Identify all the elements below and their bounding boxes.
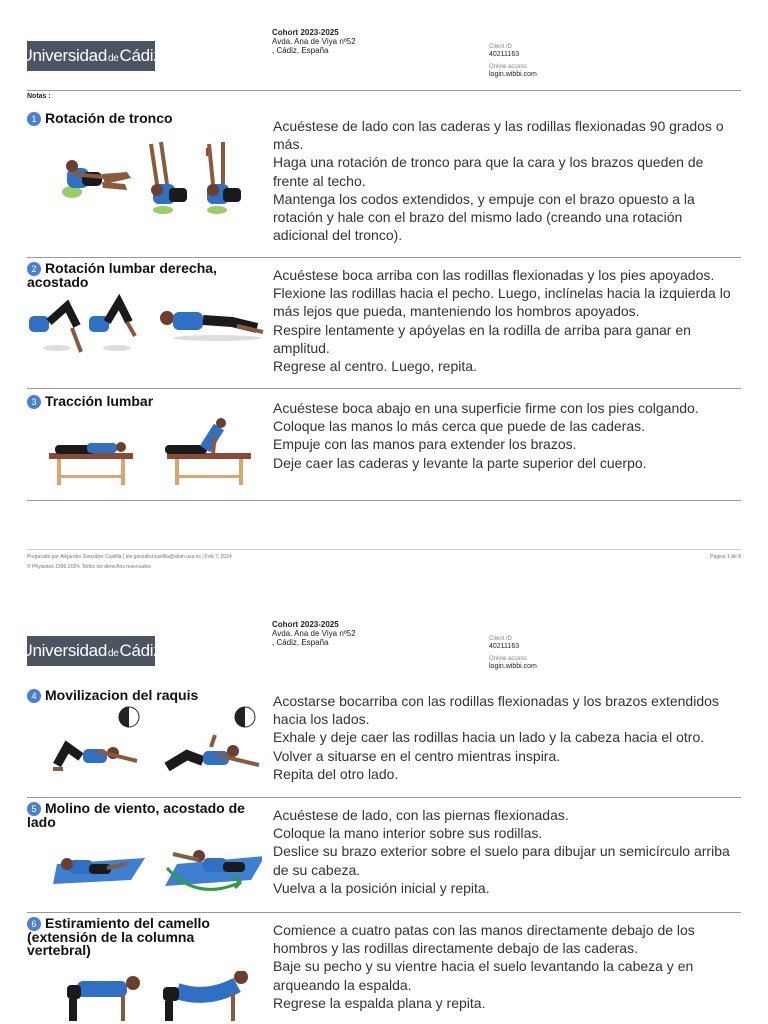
exercise-title: 6 Estiramiento del camello (extensión de la columna vertebral)	[27, 915, 210, 958]
exercise-title: 1 Rotación de tronco	[27, 112, 257, 126]
exercise-number-badge: 1	[27, 112, 41, 126]
exercise-description: Comience a cuatro patas con las manos directamente debajo de los hombros y las rodillas directamente debajo de las caderas. Baje su pecho y su vientre hacia el suelo levantando la cabeza y en arqueando la espalda. Regrese la espalda plana y repita.	[273, 922, 695, 1011]
exercise-title: 2 Rotación lumbar derecha, acostado	[27, 260, 217, 290]
divider-2	[27, 388, 741, 389]
exercise-2	[27, 262, 741, 382]
figure-rotation-2	[207, 142, 241, 214]
exercise-title: 4 Movilizacion del raquis	[27, 689, 257, 703]
client-info: Client ID 40211163 Online access login.wibbi.com	[489, 636, 537, 670]
exercise-illustration	[27, 703, 262, 783]
footer-divider	[27, 549, 741, 550]
exercise-illustration	[27, 834, 262, 898]
university-logo: Universidad de Cádiz	[27, 636, 155, 666]
figure-knees-rotated	[160, 311, 263, 341]
divider-5	[27, 912, 741, 913]
figure-windmill-mat	[165, 850, 262, 889]
exercise-description: Acuéstese de lado, con las piernas flexionadas. Coloque la mano interior sobre sus rodillas. Deslice su brazo exterior sobre el suelo para dibujar un semicírculo arriba de su cabeza. Vuelva a la posición inicial y repita.	[273, 807, 730, 896]
address-block: Cohort 2023-2025 Avda. Ana de Viya nº52 , Cádiz, España	[272, 28, 356, 55]
figure-side-lying	[62, 160, 131, 198]
breathe-icon	[235, 707, 255, 727]
header-divider	[27, 90, 741, 91]
exercise-3	[27, 395, 741, 500]
exercise-number-badge: 3	[27, 395, 41, 409]
exercise-illustration	[27, 292, 267, 358]
divider-1	[27, 257, 741, 258]
figure-rotation-1	[151, 142, 187, 214]
address-block: Cohort 2023-2025 Avda. Ana de Viya nº52 , Cádiz, España	[272, 620, 356, 647]
exercise-title: 3 Tracción lumbar	[27, 395, 257, 409]
exercise-6	[27, 917, 741, 1024]
figure-supine-knees	[53, 747, 137, 769]
footer-prepared-by: Preparado por Alejandro González Castilla | ale.gonzalezcastilla@alum.uca.es | Feb 7, 2024	[27, 554, 232, 560]
figure-quadruped-flat	[67, 976, 140, 1021]
figure-side-lying-mat	[53, 858, 145, 884]
exercise-number-badge: 2	[27, 262, 41, 276]
figure-supine-rotated	[167, 735, 259, 767]
client-info: Client ID 40211163 Online access login.wibbi.com	[489, 44, 537, 78]
university-logo: Universidad de Cádiz	[27, 41, 155, 71]
exercise-number-badge: 4	[27, 689, 41, 703]
exercise-illustration	[27, 138, 262, 218]
footer-page-number: Página 1 de 8	[710, 554, 741, 560]
footer-copyright: © Physiotec 1996-2024. Todos los derechos reservados	[27, 564, 151, 570]
figure-knees-bent	[29, 306, 81, 352]
figure-knees-chest	[89, 302, 135, 351]
exercise-description: Acuéstese de lado con las caderas y las rodillas flexionadas 90 grados o más. Haga una rotación de tronco para que la cara y los brazos queden de frente al techo. Mantenga los codos extendidos, y empuje con el brazo opuesto a la rotación y hale con el brazo del mismo lado (creando una rotación adicional del tronco).	[273, 118, 724, 244]
notes-label: Notas :	[27, 93, 51, 100]
figure-quadruped-extension	[163, 971, 248, 1021]
exercise-illustration	[27, 971, 262, 1024]
exercise-description: Acuéstese boca arriba con las rodillas flexionadas y los pies apoyados. Flexione las rodillas hacia el pecho. Luego, inclínelas hacia la izquierda lo más lejos que pueda, manteniendo los hombros apoyados. Respire lentamente y apóyelas en la rodilla de arriba para ganar en amplitud. Regrese al centro. Luego, repita.	[273, 267, 731, 375]
table-extension-figure	[165, 418, 251, 485]
divider-4	[27, 797, 741, 798]
exercise-description: Acostarse bocarriba con las rodillas flexionadas y los brazos extendidos hacia los lados. Exhale y deje caer las rodillas hacia un lado y la cabeza hacia el otro. Volver a situarse en el centro mientras inspira. Repita del otro lado.	[273, 693, 719, 782]
exercise-illustration	[27, 417, 267, 489]
exercise-1	[27, 112, 741, 252]
exercise-number-badge: 5	[27, 802, 41, 816]
exercise-4	[27, 689, 741, 794]
exercise-description: Acuéstese boca abajo en una superficie firme con los pies colgando. Coloque las manos lo más cerca que puede de las caderas. Empuje con las manos para extender los brazos. Deje caer las caderas y levante la parte superior del cuerpo.	[273, 400, 699, 471]
exercise-number-badge: 6	[27, 917, 41, 931]
exercise-title: 5 Molino de viento, acostado de lado	[27, 800, 245, 830]
breathe-icon	[119, 707, 139, 727]
table-prone-figure	[49, 442, 133, 485]
divider-3	[27, 500, 741, 501]
exercise-5	[27, 802, 741, 910]
